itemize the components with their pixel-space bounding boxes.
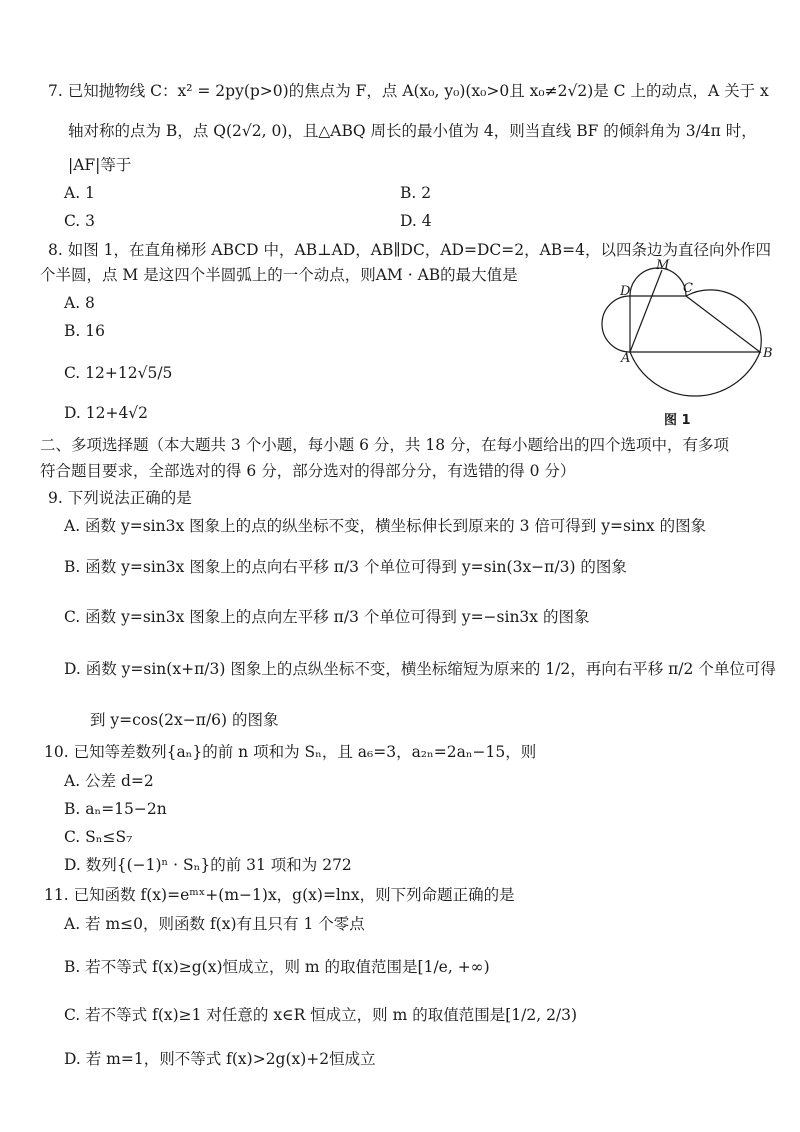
q11-option-b: B. 若不等式 f(x)≥g(x)恒成立，则 m 的取值范围是[1/e, +∞) bbox=[64, 958, 490, 976]
q9-option-d-line2: 到 y=cos(2x−π/6) 的图象 bbox=[90, 711, 279, 729]
q7-stem-line1: 7. 已知抛物线 C：x² = 2py(p>0)的焦点为 F，点 A(x₀, y₀)(x₀>0且 x₀≠2√2)是 C 上的动点，A 关于 x bbox=[48, 82, 769, 100]
q9-option-a: A. 函数 y=sin3x 图象上的点的纵坐标不变，横坐标伸长到原来的 3 倍可得到 y=sinx 的图象 bbox=[64, 517, 707, 535]
q8-stem-line2: 个半圆，点 M 是这四个半圆弧上的一个动点，则AM · AB的最大值是 bbox=[40, 266, 518, 284]
figure-1-caption: 图 1 bbox=[664, 413, 691, 428]
q7-option-d: D. 4 bbox=[400, 212, 432, 230]
q7-option-c: C. 3 bbox=[64, 212, 96, 230]
q9-stem: 9. 下列说法正确的是 bbox=[48, 489, 192, 507]
label-c: C bbox=[683, 281, 693, 296]
label-a: A bbox=[621, 351, 631, 366]
q10-option-a: A. 公差 d=2 bbox=[64, 772, 154, 790]
semicircle-ad bbox=[602, 296, 630, 352]
figure-1-diagram bbox=[596, 258, 776, 408]
q8-option-c: C. 12+12√5/5 bbox=[64, 364, 173, 382]
q8-option-d: D. 12+4√2 bbox=[64, 404, 149, 422]
q9-option-b: B. 函数 y=sin3x 图象上的点向右平移 π/3 个单位可得到 y=sin(3x−π/3) 的图象 bbox=[64, 558, 627, 576]
q7-stem-line3: |AF|等于 bbox=[68, 156, 132, 174]
q9-option-c: C. 函数 y=sin3x 图象上的点向左平移 π/3 个单位可得到 y=−sin3x 的图象 bbox=[64, 608, 590, 626]
q9-option-d-line1: D. 函数 y=sin(x+π/3) 图象上的点纵坐标不变，横坐标缩短为原来的 1/2，再向右平移 π/2 个单位可得 bbox=[64, 660, 776, 678]
q11-stem: 11. 已知函数 f(x)=eᵐˣ+(m−1)x，g(x)=lnx，则下列命题正确的是 bbox=[44, 886, 515, 904]
q11-option-c: C. 若不等式 f(x)≥1 对任意的 x∈R 恒成立，则 m 的取值范围是[1/2, 2/3) bbox=[64, 1006, 578, 1024]
q10-option-d: D. 数列{(−1)ⁿ · Sₙ}的前 31 项和为 272 bbox=[64, 856, 352, 874]
semicircle-cb bbox=[686, 290, 761, 352]
label-m: M bbox=[656, 258, 670, 273]
q7-option-b: B. 2 bbox=[400, 184, 432, 202]
q8-stem-line1: 8. 如图 1，在直角梯形 ABCD 中，AB⊥AD，AB∥DC，AD=DC=2，AB=4，以四条边为直径向外作四 bbox=[48, 241, 772, 259]
semicircle-ab bbox=[630, 352, 760, 396]
trapezoid-abcd bbox=[630, 296, 760, 352]
q8-option-a: A. 8 bbox=[64, 294, 95, 312]
q8-option-b: B. 16 bbox=[64, 322, 105, 340]
q11-option-d: D. 若 m=1，则不等式 f(x)>2g(x)+2恒成立 bbox=[64, 1050, 376, 1068]
section-2-header-line2: 符合题目要求，全部选对的得 6 分，部分选对的得部分分，有选错的得 0 分） bbox=[40, 462, 576, 480]
label-b: B bbox=[763, 346, 773, 361]
q10-stem: 10. 已知等差数列{aₙ}的前 n 项和为 Sₙ，且 a₆=3，a₂ₙ=2aₙ−15，则 bbox=[44, 743, 537, 761]
q7-option-a: A. 1 bbox=[64, 184, 95, 202]
q7-stem-line2: 轴对称的点为 B，点 Q(2√2, 0)，且△ABQ 周长的最小值为 4，则当直线 BF 的倾斜角为 3/4π 时， bbox=[68, 122, 757, 140]
q10-option-b: B. aₙ=15−2n bbox=[64, 800, 167, 818]
section-2-header-line1: 二、多项选择题（本大题共 3 个小题，每小题 6 分，共 18 分，在每小题给出的四个选项中，有多项 bbox=[40, 436, 730, 454]
q10-option-c: C. Sₙ≤S₇ bbox=[64, 828, 133, 846]
q11-option-a: A. 若 m≤0，则函数 f(x)有且只有 1 个零点 bbox=[64, 915, 365, 933]
segment-am bbox=[630, 270, 662, 352]
label-d: D bbox=[620, 284, 631, 299]
